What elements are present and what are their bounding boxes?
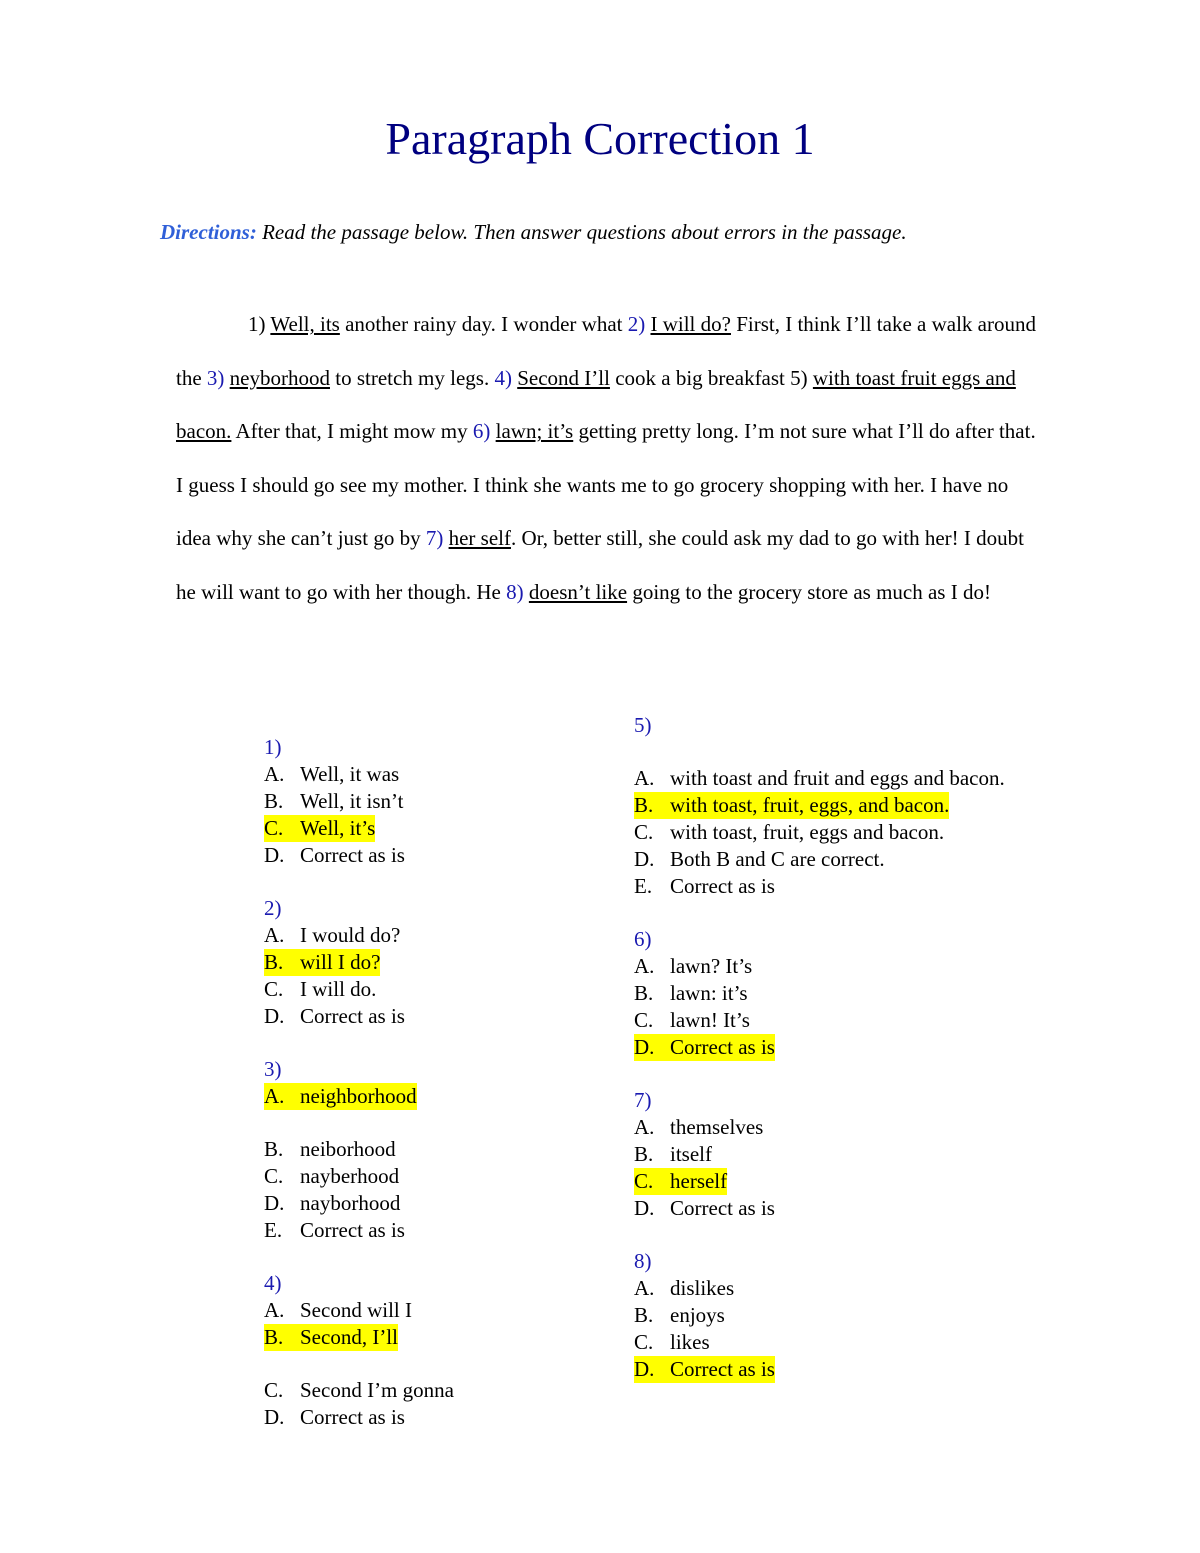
- option-letter: B.: [264, 789, 284, 813]
- answer-option[interactable]: [634, 1302, 1005, 1329]
- option-text: Correct as is: [300, 843, 405, 867]
- directions: [160, 220, 1120, 245]
- answer-option[interactable]: [634, 953, 1005, 980]
- option-text: will I do?: [300, 950, 381, 974]
- answer-option[interactable]: [634, 1329, 1005, 1356]
- option-letter: D.: [264, 1405, 285, 1429]
- page-title: Paragraph Correction 1: [385, 113, 815, 164]
- passage-text-6: getting pretty long. I’m not sure what I’ll do after that. I guess I should go see my mother. I think she wants me to go grocery shopping with her. I have no idea why she can’t just go by: [176, 419, 1036, 550]
- passage-error-2: I will do?: [650, 312, 731, 336]
- passage-error-7: her self: [448, 526, 511, 550]
- answer-option-correct[interactable]: [264, 949, 454, 976]
- option-letter: B.: [634, 1142, 654, 1166]
- option-letter: B.: [264, 1137, 284, 1161]
- option-text: Both B and C are correct.: [670, 847, 885, 871]
- option-letter: C.: [264, 816, 284, 840]
- option-text: likes: [670, 1330, 710, 1354]
- answer-option[interactable]: [264, 976, 454, 1003]
- question-8: [634, 1248, 1005, 1383]
- option-text: themselves: [670, 1115, 764, 1139]
- passage: [176, 298, 1036, 619]
- answer-option[interactable]: [634, 1275, 1005, 1302]
- option-letter: D.: [264, 1191, 285, 1215]
- passage-error-3: neyborhood: [229, 365, 330, 390]
- option-text: dislikes: [670, 1276, 735, 1300]
- option-letter: B.: [264, 1325, 284, 1349]
- answer-option[interactable]: [634, 1007, 1005, 1034]
- answer-option[interactable]: [634, 980, 1005, 1007]
- answer-option[interactable]: [264, 1297, 454, 1324]
- option-letter: A.: [634, 1276, 655, 1300]
- option-text: Second, I’ll: [300, 1325, 398, 1349]
- option-text: Correct as is: [670, 1196, 775, 1220]
- option-letter: A.: [264, 1084, 285, 1108]
- option-letter: D.: [634, 1035, 655, 1059]
- passage-error-8: doesn’t like: [528, 579, 628, 604]
- option-letter: A.: [264, 923, 285, 947]
- option-letter: A.: [634, 766, 655, 790]
- passage-num-6: 6): [472, 419, 491, 443]
- option-letter: D.: [634, 1196, 655, 1220]
- option-text: Correct as is: [670, 1035, 775, 1059]
- option-text: herself: [670, 1169, 728, 1193]
- answer-option[interactable]: [264, 1377, 454, 1404]
- option-letter: E.: [634, 874, 653, 898]
- answer-option-correct[interactable]: [264, 1083, 454, 1110]
- option-text: lawn? It’s: [670, 954, 753, 978]
- option-letter: C.: [264, 977, 284, 1001]
- question-number: 8): [634, 1249, 652, 1273]
- option-text: itself: [670, 1142, 712, 1166]
- option-text: Second will I: [300, 1298, 412, 1322]
- questions-left-column: [264, 734, 454, 1431]
- answer-option[interactable]: [634, 1195, 1005, 1222]
- option-letter: A.: [634, 954, 655, 978]
- option-text: Second I’m gonna: [300, 1378, 454, 1402]
- option-text: Correct as is: [670, 874, 775, 898]
- answer-option-correct[interactable]: [264, 1324, 454, 1351]
- answer-option[interactable]: [264, 842, 454, 869]
- option-text: Well, it’s: [300, 816, 376, 840]
- option-letter: C.: [634, 820, 654, 844]
- passage-text-2: First, I think I’ll take a walk around the: [176, 312, 1036, 390]
- question-2: [264, 895, 454, 1030]
- directions-text: Read the passage below. Then answer questions about errors in the passage.: [262, 220, 907, 244]
- option-letter: A.: [264, 762, 285, 786]
- answer-option[interactable]: [264, 1404, 454, 1431]
- option-text: neiborhood: [300, 1137, 396, 1161]
- option-text: I will do.: [300, 977, 377, 1001]
- passage-num-3: 3): [206, 365, 225, 390]
- answer-option[interactable]: [634, 765, 1005, 792]
- question-4: [264, 1270, 454, 1431]
- answer-option[interactable]: [264, 788, 454, 815]
- question-number: 3): [264, 1057, 282, 1081]
- answer-option[interactable]: [634, 1141, 1005, 1168]
- answer-option-correct[interactable]: [634, 1168, 1005, 1195]
- option-letter: A.: [634, 1115, 655, 1139]
- option-text: nayberhood: [300, 1164, 400, 1188]
- passage-num-1: 1): [248, 312, 266, 336]
- option-text: I would do?: [300, 923, 401, 947]
- question-number: 4): [264, 1271, 282, 1295]
- passage-text-8: going to the grocery store as much as I do!: [627, 579, 991, 604]
- question-number: 6): [634, 927, 652, 951]
- answer-option[interactable]: [264, 761, 454, 788]
- answer-option[interactable]: [634, 846, 1005, 873]
- question-3: [264, 1056, 454, 1244]
- option-text: Correct as is: [670, 1357, 775, 1381]
- answer-option[interactable]: [264, 922, 454, 949]
- option-text: lawn: it’s: [670, 981, 748, 1005]
- question-5: [634, 712, 1005, 900]
- option-text: neighborhood: [300, 1084, 417, 1108]
- answer-option[interactable]: [264, 1190, 454, 1217]
- option-text: with toast, fruit, eggs and bacon.: [670, 820, 945, 844]
- question-6: [634, 926, 1005, 1061]
- answer-option[interactable]: [264, 1136, 454, 1163]
- option-text: Well, it was: [300, 762, 400, 786]
- passage-text-7: . Or, better still, she could ask my dad to go with her! I doubt he will want to go with her though. He: [176, 526, 1024, 604]
- option-text: with toast and fruit and eggs and bacon.: [670, 766, 1005, 790]
- option-letter: B.: [264, 950, 284, 974]
- answer-option[interactable]: [264, 1163, 454, 1190]
- answer-option-correct[interactable]: [634, 792, 1005, 819]
- option-text: with toast, fruit, eggs, and bacon.: [670, 793, 950, 817]
- answer-option-correct[interactable]: [634, 1356, 1005, 1383]
- passage-error-5: with toast fruit eggs and bacon.: [176, 365, 1016, 443]
- option-text: Correct as is: [300, 1004, 405, 1028]
- option-letter: D.: [264, 1004, 285, 1028]
- passage-paragraph: [176, 298, 1036, 619]
- option-letter: C.: [264, 1378, 284, 1402]
- answer-option[interactable]: [264, 1217, 454, 1244]
- question-number: 2): [264, 896, 282, 920]
- questions-right-column: [634, 712, 1005, 1383]
- option-letter: C.: [634, 1169, 654, 1193]
- option-text: Well, it isn’t: [300, 789, 404, 813]
- directions-label: Directions:: [160, 220, 257, 244]
- answer-option[interactable]: [634, 873, 1005, 900]
- option-letter: C.: [634, 1330, 654, 1354]
- option-letter: B.: [634, 981, 654, 1005]
- question-number: 7): [634, 1088, 652, 1112]
- answer-option[interactable]: [634, 1114, 1005, 1141]
- option-letter: C.: [634, 1008, 654, 1032]
- option-text: nayborhood: [300, 1191, 401, 1215]
- question-1: [264, 734, 454, 869]
- option-letter: B.: [634, 793, 654, 817]
- option-letter: E.: [264, 1218, 283, 1242]
- question-7: [634, 1087, 1005, 1222]
- answer-option-correct[interactable]: [264, 815, 454, 842]
- option-text: lawn! It’s: [670, 1008, 750, 1032]
- option-letter: A.: [264, 1298, 285, 1322]
- passage-num-5: 5): [790, 365, 808, 390]
- question-number: 5): [634, 713, 652, 737]
- passage-num-8: 8): [506, 579, 524, 604]
- passage-error-6: lawn; it’s: [495, 419, 574, 443]
- passage-num-2: 2): [627, 312, 646, 336]
- option-text: enjoys: [670, 1303, 725, 1327]
- answer-option[interactable]: [634, 819, 1005, 846]
- option-letter: D.: [264, 843, 285, 867]
- answer-option[interactable]: [264, 1003, 454, 1030]
- option-text: Correct as is: [300, 1218, 405, 1242]
- answer-option-correct[interactable]: [634, 1034, 1005, 1061]
- passage-text-5: After that, I might mow my: [231, 419, 473, 443]
- passage-text-1: another rainy day. I wonder what: [339, 312, 628, 336]
- passage-num-7: 7): [425, 526, 444, 550]
- option-letter: C.: [264, 1164, 284, 1188]
- option-text: Correct as is: [300, 1405, 405, 1429]
- option-letter: D.: [634, 847, 655, 871]
- passage-text-3: to stretch my legs.: [329, 365, 495, 390]
- option-letter: D.: [634, 1357, 655, 1381]
- option-letter: B.: [634, 1303, 654, 1327]
- passage-text-4: cook a big breakfast: [609, 365, 791, 390]
- passage-error-4: Second I’ll: [517, 365, 610, 390]
- question-number: 1): [264, 735, 282, 759]
- passage-error-1: Well, its: [270, 312, 340, 336]
- passage-num-4: 4): [494, 365, 512, 390]
